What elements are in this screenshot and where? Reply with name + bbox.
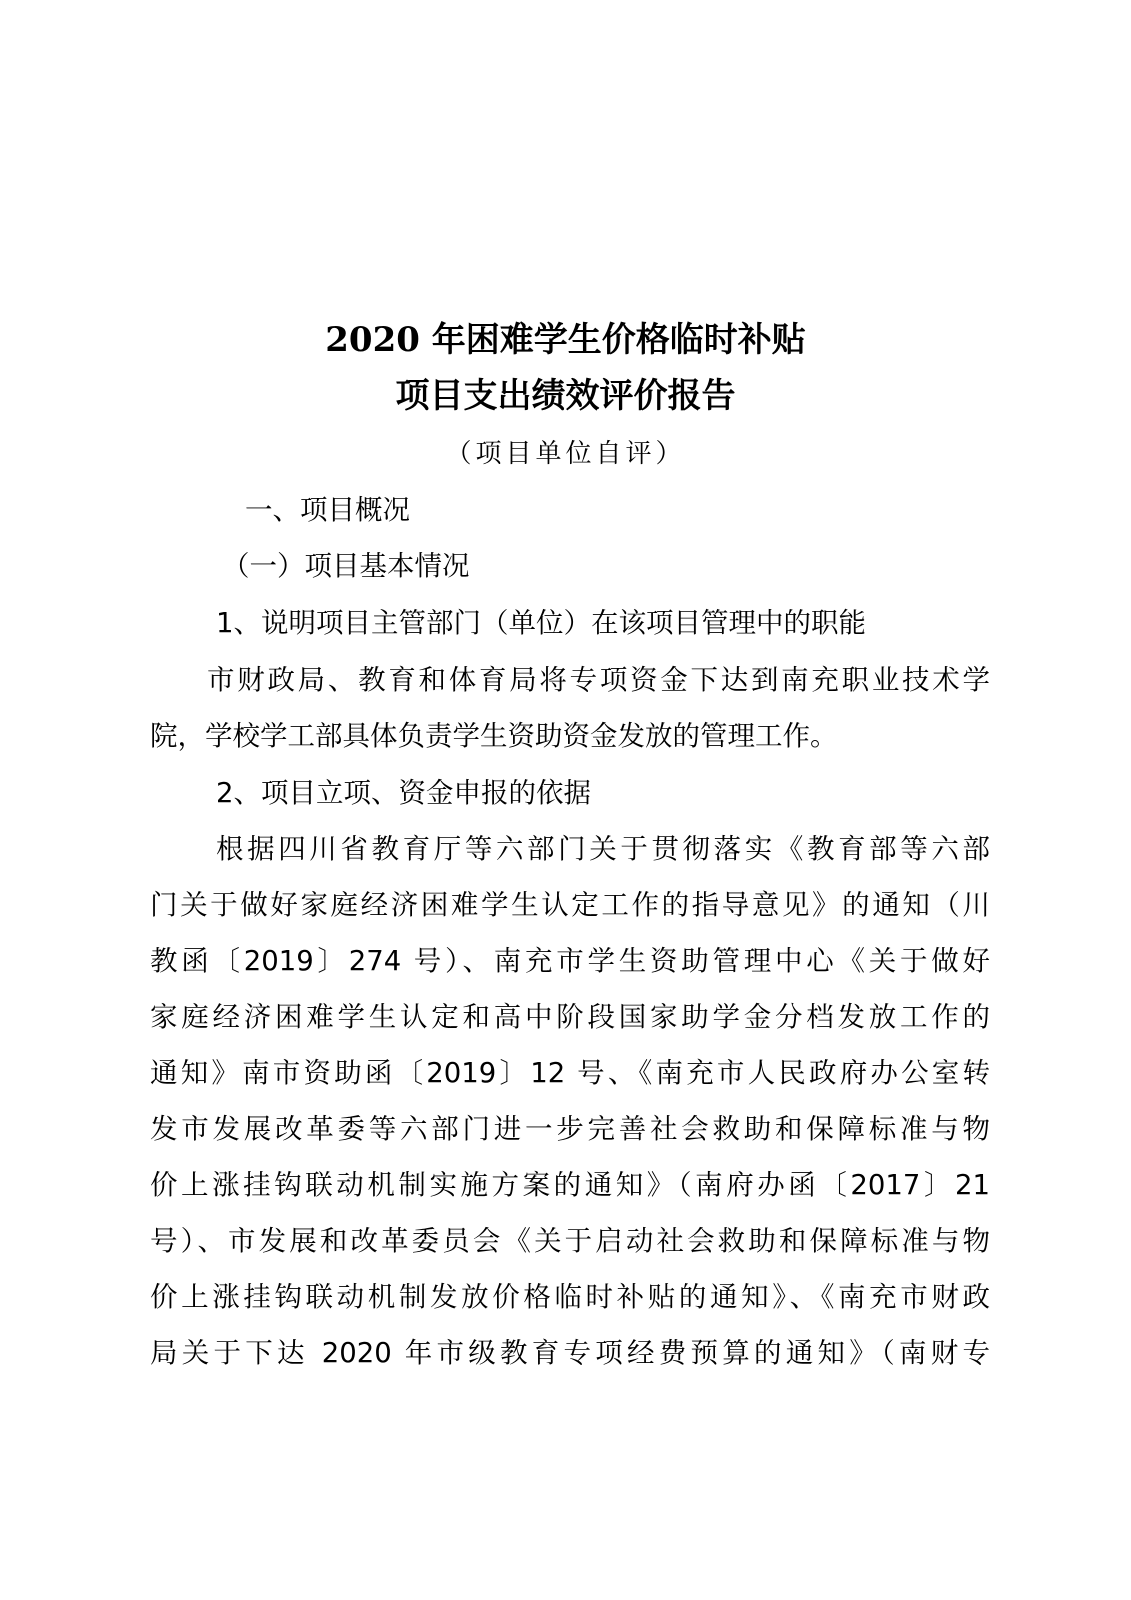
paragraph-line: 院，学校学工部具体负责学生资助资金发放的管理工作。 xyxy=(150,720,838,752)
paragraph-line: 市财政局、教育和体育局将专项资金下达到南充职业技术学 xyxy=(207,664,990,696)
paragraph-line: 教函〔2019〕274 号）、南充市学生资助管理中心《关于做好 xyxy=(150,945,990,977)
report-subtitle: （项目单位自评） xyxy=(445,439,686,469)
paragraph-line: 门关于做好家庭经济困难学生认定工作的指导意见》的通知（川 xyxy=(150,889,990,921)
report-title-line1: 2020 年困难学生价格临时补贴 xyxy=(325,320,806,360)
paragraph-line: 发市发展改革委等六部门进一步完善社会救助和保障标准与物 xyxy=(150,1113,990,1145)
subsection-heading-basic-info: （一）项目基本情况 xyxy=(222,550,470,582)
paragraph-line: 局关于下达 2020 年市级教育专项经费预算的通知》（南财专 xyxy=(150,1337,990,1369)
item-heading-basis: 2、项目立项、资金申报的依据 xyxy=(216,777,591,809)
paragraph-line: 号）、市发展和改革委员会《关于启动社会救助和保障标准与物 xyxy=(150,1225,990,1257)
paragraph-line: 家庭经济困难学生认定和高中阶段国家助学金分档发放工作的 xyxy=(150,1001,990,1033)
paragraph-line: 通知》南市资助函〔2019〕12 号、《南充市人民政府办公室转 xyxy=(150,1057,990,1089)
paragraph-line: 根据四川省教育厅等六部门关于贯彻落实《教育部等六部 xyxy=(216,833,990,865)
paragraph-line: 价上涨挂钩联动机制发放价格临时补贴的通知》、《南充市财政 xyxy=(150,1281,990,1313)
paragraph-line: 价上涨挂钩联动机制实施方案的通知》（南府办函〔2017〕21 xyxy=(150,1169,990,1201)
item-heading-department-function: 1、说明项目主管部门（单位）在该项目管理中的职能 xyxy=(216,607,866,639)
report-title-line2: 项目支出绩效评价报告 xyxy=(395,376,736,416)
section-heading-overview: 一、项目概况 xyxy=(245,494,410,526)
